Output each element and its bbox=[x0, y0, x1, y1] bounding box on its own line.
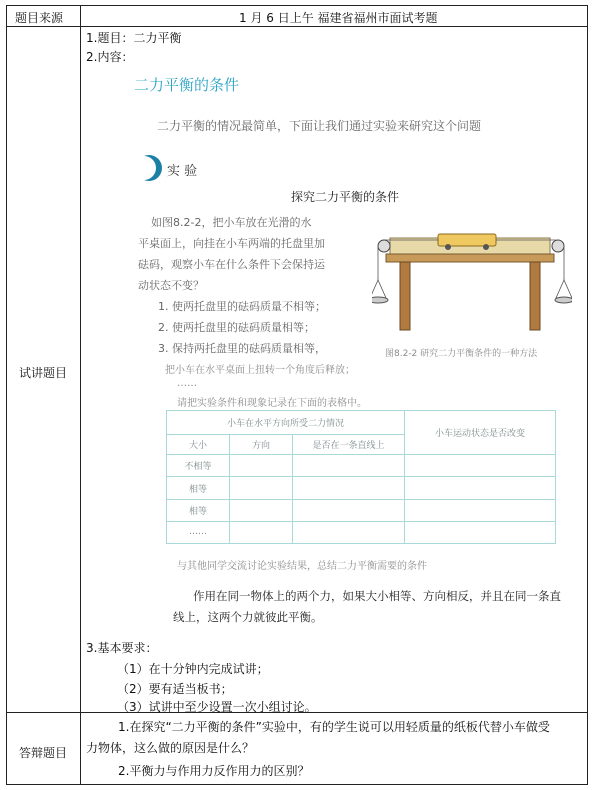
section-title: 二力平衡的条件 bbox=[134, 76, 240, 94]
row-label: 相等 bbox=[167, 499, 230, 521]
para-line-2: 平桌面上，向挂在小车两端的托盘里加 bbox=[138, 237, 325, 250]
experiment-icon bbox=[135, 153, 165, 183]
para-line-3: 砝码，观察小车在什么条件下会保持运 bbox=[138, 258, 325, 271]
exam-table bbox=[6, 5, 588, 785]
experiment-label: 实 验 bbox=[167, 164, 198, 179]
column-divider bbox=[80, 6, 81, 784]
step-3-continued: 把小车在水平桌面上扭转一个角度后释放； bbox=[165, 365, 355, 376]
requirement-3: （3）试讲中至少设置一次小组讨论。 bbox=[117, 700, 317, 714]
group-header: 小车在水平方向所受二力情况 bbox=[167, 411, 405, 435]
row-label: …… bbox=[167, 521, 230, 543]
experiment-title: 探究二力平衡的条件 bbox=[291, 190, 400, 204]
figure-caption: 图8.2-2 研究二力平衡条件的一种方法 bbox=[385, 349, 538, 359]
step-3: 3. 保持两托盘里的砝码质量相等， bbox=[158, 342, 326, 355]
experiment-figure bbox=[372, 218, 572, 333]
record-table bbox=[166, 410, 556, 544]
para-line-1: 如图8.2-2，把小车放在光滑的水 bbox=[151, 216, 312, 229]
record-note: 请把实验条件和现象记录在下面的表格中。 bbox=[177, 398, 367, 409]
requirement-1: （1）在十分钟内完成试讲； bbox=[117, 662, 269, 676]
topic-title: 1.题目：二力平衡 bbox=[86, 31, 182, 45]
content-label: 2.内容： bbox=[86, 50, 134, 64]
defense-question-2: 2.平衡力与作用力反作用力的区别？ bbox=[118, 764, 310, 778]
col-header-size: 大小 bbox=[167, 435, 230, 455]
row-label: 不相等 bbox=[167, 455, 230, 477]
intro-text: 二力平衡的情况最简单，下面让我们通过实验来研究这个问题 bbox=[157, 119, 482, 133]
header-divider bbox=[7, 26, 587, 27]
defense-question-1-line-1: 1.在探究“二力平衡的条件”实验中，有的学生说可以用轻质量的纸板代替小车做受 bbox=[118, 720, 550, 734]
para-line-4: 动状态不变？ bbox=[138, 279, 204, 292]
source-label: 题目来源 bbox=[15, 11, 64, 25]
source-value: 1 月 6 日上午 福建省福州市面试考题 bbox=[239, 11, 438, 25]
step-1: 1. 使两托盘里的砝码质量不相等； bbox=[158, 300, 326, 313]
conclusion-line-1: 作用在同一物体上的两个力，如果大小相等、方向相反，并且在同一条直 bbox=[193, 589, 561, 603]
lecture-label: 试讲题目 bbox=[19, 366, 68, 380]
requirements-label: 3.基本要求： bbox=[86, 641, 158, 655]
conclusion-line-2: 线上，这两个力就彼此平衡。 bbox=[173, 610, 323, 624]
state-change-header: 小车运动状态是否改变 bbox=[405, 411, 556, 455]
row-label: 相等 bbox=[167, 477, 230, 499]
ellipsis-text: …… bbox=[177, 378, 197, 389]
col-header-direction: 方向 bbox=[230, 435, 293, 455]
step-2: 2. 使两托盘里的砝码质量相等； bbox=[158, 321, 315, 334]
defense-label: 答辩题目 bbox=[19, 746, 68, 760]
requirement-2: （2）要有适当板书； bbox=[117, 682, 233, 696]
col-header-line: 是否在一条直线上 bbox=[293, 435, 405, 455]
defense-question-1-line-2: 力物体，这么做的原因是什么？ bbox=[86, 741, 255, 755]
discussion-text: 与其他同学交流讨论实验结果，总结二力平衡需要的条件 bbox=[177, 561, 427, 572]
